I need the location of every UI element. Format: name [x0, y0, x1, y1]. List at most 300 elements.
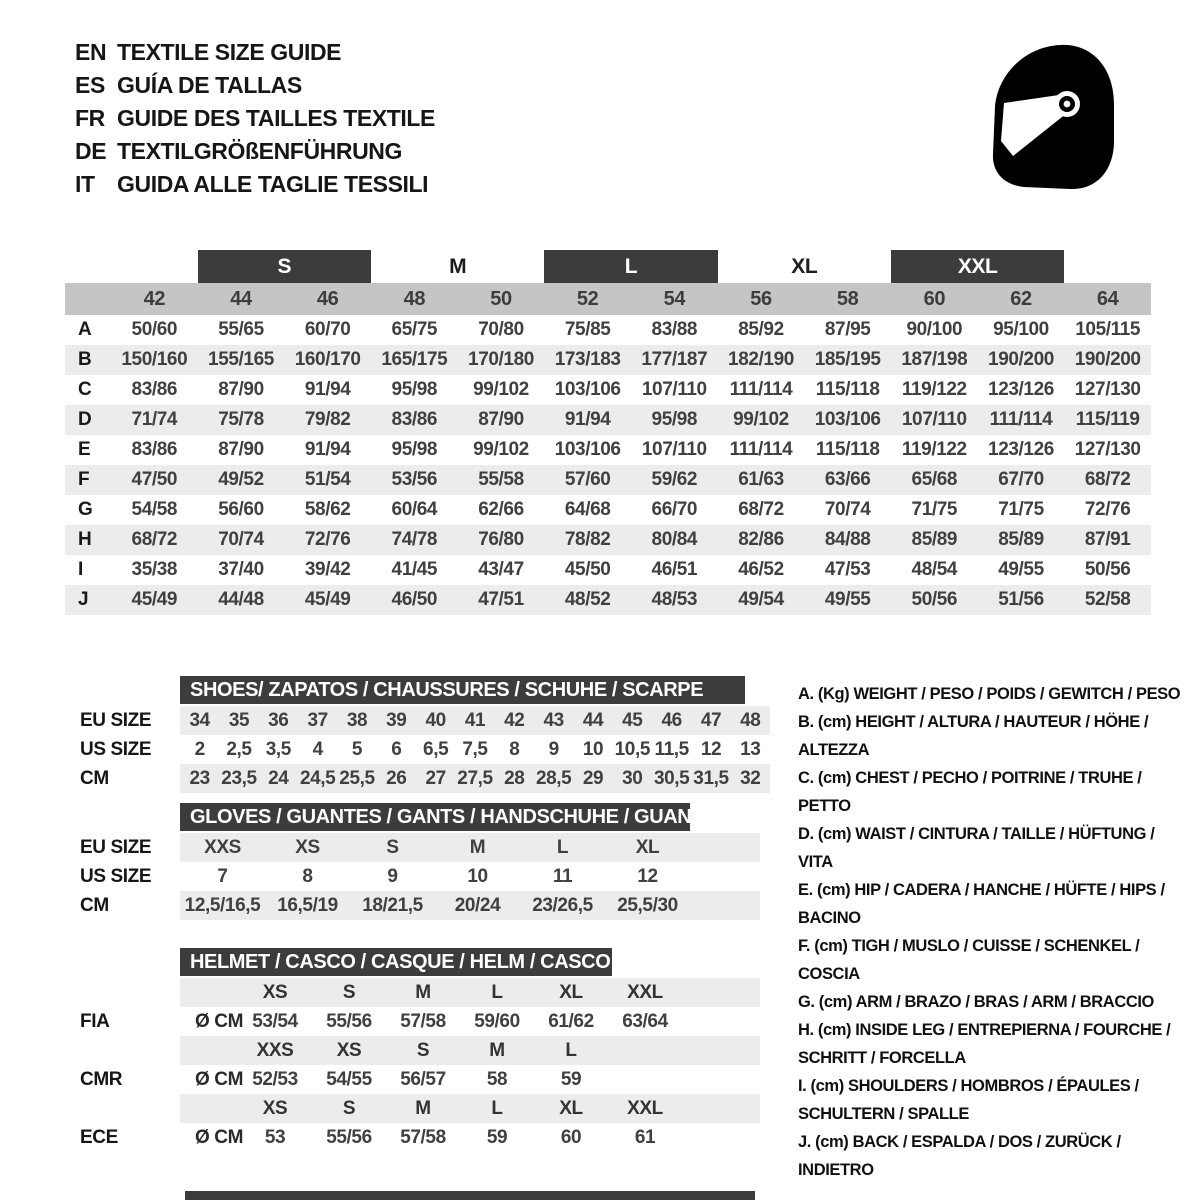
- row-cells: [111, 319, 1151, 341]
- shoes-size-value: 36: [268, 709, 289, 731]
- shoes-size-value: 43: [543, 709, 564, 731]
- helmet-size-label-row: [65, 978, 760, 1007]
- numeric-size-label: 46: [316, 287, 339, 310]
- shoes-size-value: 5: [351, 738, 363, 760]
- helmet-size-label: M: [415, 1097, 431, 1119]
- numeric-size-label: 44: [230, 287, 252, 310]
- legend-item: J. (cm) BACK / ESPALDA / DOS / ZURÜCK / INDIETRO: [798, 1133, 1121, 1179]
- measurement-value: 165/175: [381, 349, 448, 370]
- shoes-size-value: 8: [509, 738, 520, 760]
- measurement-value: 46/50: [391, 589, 438, 610]
- helmet-standard-label: FIA: [80, 1010, 110, 1032]
- shoes-table-header: [180, 676, 745, 704]
- measurement-value: 71/75: [998, 499, 1044, 520]
- language-title-block: [75, 36, 435, 201]
- helmet-value-cells: [180, 1065, 760, 1094]
- shoes-size-value: 23: [189, 767, 210, 789]
- shoes-size-value: 47: [700, 709, 722, 731]
- shoes-size-value: 29: [582, 767, 604, 789]
- measurement-row: [65, 525, 1151, 555]
- helmet-size-cells: [180, 1094, 760, 1123]
- corner-spacer: [65, 283, 111, 315]
- row-cells: [111, 409, 1151, 431]
- measurement-value: 119/122: [901, 439, 967, 460]
- measurement-value: 45/49: [304, 589, 351, 610]
- helmet-size-value: 63/64: [622, 1010, 668, 1032]
- legend-item: E. (cm) HIP / CADERA / HANCHE / HÜFTE / HIPS / BACINO: [798, 881, 1165, 927]
- measurement-value: 105/115: [1075, 319, 1141, 340]
- measurement-value: 66/70: [651, 499, 698, 520]
- measurement-value: 78/82: [564, 529, 611, 550]
- measurement-value: 71/74: [131, 409, 178, 430]
- shoes-row: [65, 706, 770, 735]
- helmet-size-label: XL: [559, 981, 583, 1003]
- language-row: [75, 102, 435, 135]
- measurement-value: 190/200: [988, 349, 1054, 370]
- measurement-value: 45/50: [564, 559, 611, 580]
- measurement-value: 79/82: [304, 409, 351, 430]
- shoes-size-value: 27: [425, 767, 446, 789]
- gloves-row: [65, 862, 760, 891]
- shoes-size-value: 42: [504, 709, 525, 731]
- gloves-size-value: 8: [302, 865, 313, 887]
- helmet-size-label: L: [565, 1039, 577, 1061]
- diameter-unit-label: Ø CM: [195, 1126, 244, 1148]
- gloves-size-value: 25,5/30: [617, 894, 678, 916]
- shoes-size-value: 30,5: [653, 767, 690, 789]
- gloves-size-value: 9: [387, 865, 398, 887]
- gloves-table-title: GLOVES / GUANTES / GANTS / HANDSCHUHE / GUANTI: [190, 805, 709, 828]
- measurement-value: 44/48: [218, 589, 264, 610]
- measurement-value: 49/55: [998, 559, 1044, 580]
- measurement-value: 55/65: [218, 319, 264, 340]
- measurement-value: 39/42: [304, 559, 351, 580]
- measurement-value: 48/53: [651, 589, 698, 610]
- language-row: [75, 69, 435, 102]
- guide-title: GUIDA ALLE TAGLIE TESSILI: [117, 171, 429, 197]
- gloves-size-value: M: [469, 836, 486, 858]
- measurement-row: [65, 495, 1151, 525]
- numeric-size-label: 60: [923, 287, 946, 310]
- shoes-size-value: 25,5: [339, 767, 375, 789]
- measurement-value: 43/47: [478, 559, 524, 580]
- measurement-value: 177/187: [641, 349, 708, 370]
- gloves-row-cells: [180, 891, 760, 920]
- measurement-value: 107/110: [641, 379, 707, 400]
- row-cells: [111, 589, 1151, 611]
- helmet-size-value: 59/60: [474, 1010, 520, 1032]
- measurement-value: 50/56: [1084, 559, 1131, 580]
- gloves-size-value: XS: [295, 836, 320, 858]
- measurement-value: 74/78: [391, 529, 438, 550]
- measurement-row: [65, 435, 1151, 465]
- measurement-value: 90/100: [906, 319, 963, 340]
- gloves-table-header: [180, 803, 709, 831]
- shoes-size-value: 26: [386, 767, 407, 789]
- measurement-value: 52/58: [1084, 589, 1131, 610]
- gloves-row-label: CM: [80, 894, 109, 916]
- measurement-value: 50/60: [131, 319, 178, 340]
- helmet-size-value: 57/58: [400, 1126, 446, 1148]
- numeric-size-label: 62: [1010, 287, 1032, 310]
- measurement-value: 115/119: [1075, 409, 1140, 430]
- measurement-value: 49/52: [218, 469, 264, 490]
- measurement-value: 84/88: [824, 529, 871, 550]
- shoes-size-value: 46: [661, 709, 682, 731]
- row-letter: J: [78, 589, 89, 610]
- gloves-size-value: L: [556, 836, 569, 858]
- shoes-size-value: 10,5: [614, 738, 651, 760]
- size-band-m: M: [449, 254, 467, 278]
- measurement-row: [65, 375, 1151, 405]
- gloves-row: [65, 833, 760, 862]
- language-row: [75, 135, 435, 168]
- measurement-value: 95/98: [391, 379, 438, 400]
- shoes-size-value: 28,5: [535, 767, 572, 789]
- measurement-value: 51/56: [998, 589, 1044, 610]
- helmet-size-label: XL: [559, 1097, 583, 1119]
- measurement-value: 83/86: [131, 379, 178, 400]
- measurement-value: 95/98: [651, 409, 698, 430]
- measurement-row: [65, 555, 1151, 585]
- shoes-size-value: 6: [391, 738, 402, 760]
- size-band-xxl: XXL: [891, 250, 1064, 283]
- helmet-size-value: 58: [486, 1068, 508, 1090]
- gloves-size-value: XL: [635, 836, 660, 858]
- gloves-row-label: US SIZE: [80, 865, 152, 887]
- helmet-value-cells: [180, 1007, 760, 1036]
- shoes-size-value: 7,5: [462, 738, 488, 760]
- helmet-value-cells: [180, 1123, 760, 1152]
- legend-item: B. (cm) HEIGHT / ALTURA / HAUTEUR / HÖHE / ALTEZZA: [798, 713, 1149, 759]
- shoes-size-value: 23,5: [221, 767, 257, 789]
- measurement-value: 115/118: [815, 379, 880, 400]
- gloves-size-value: XXS: [204, 836, 241, 858]
- measurement-value: 87/90: [218, 439, 264, 460]
- row-cells: [111, 469, 1151, 491]
- measurement-value: 68/72: [738, 499, 784, 520]
- language-code: DE: [75, 138, 107, 164]
- helmet-size-label: S: [416, 1039, 430, 1061]
- racing-helmet-icon: [982, 42, 1126, 192]
- measurement-value: 119/122: [901, 379, 967, 400]
- shoes-size-value: 48: [740, 709, 761, 731]
- shoes-size-value: 39: [386, 709, 407, 731]
- numeric-size-label: 64: [1096, 287, 1119, 310]
- helmet-size-cells: [180, 1036, 760, 1065]
- shoes-size-value: 24: [268, 767, 289, 789]
- helmet-size-label: XXL: [627, 1097, 663, 1119]
- legend-item: I. (cm) SHOULDERS / HOMBROS / ÉPAULES / SCHULTERN / SPALLE: [798, 1077, 1139, 1123]
- measurement-row: [65, 585, 1151, 615]
- row-cells: [111, 379, 1151, 401]
- row-cells: [111, 499, 1151, 521]
- measurement-value: 80/84: [651, 529, 698, 550]
- shoes-size-value: 44: [582, 709, 604, 731]
- numeric-size-label: 58: [836, 287, 859, 310]
- measurement-value: 63/66: [824, 469, 871, 490]
- measurement-value: 53/56: [391, 469, 438, 490]
- row-letter: A: [78, 319, 92, 340]
- measurement-value: 48/52: [564, 589, 611, 610]
- measurement-value: 115/118: [815, 439, 880, 460]
- shoes-size-value: 38: [346, 709, 368, 731]
- size-band-xl: XL: [791, 254, 818, 278]
- helmet-size-label-row: [65, 1036, 760, 1065]
- language-code: FR: [75, 105, 105, 131]
- helmet-size-value: 53/54: [252, 1010, 298, 1032]
- shoes-size-value: 10: [582, 738, 604, 760]
- language-code: IT: [75, 171, 95, 197]
- shoes-size-value: 37: [307, 709, 328, 731]
- shoes-table-body: [65, 706, 770, 793]
- shoes-size-value: 35: [228, 709, 250, 731]
- gloves-size-value: 10: [467, 865, 488, 887]
- language-code: EN: [75, 39, 107, 65]
- gloves-size-value: 11: [552, 865, 573, 887]
- guide-title: TEXTILGRÖßENFÜHRUNG: [117, 138, 402, 164]
- shoes-size-value: 34: [189, 709, 210, 731]
- measurement-value: 35/38: [131, 559, 178, 580]
- measurement-value: 190/200: [1074, 349, 1141, 370]
- numeric-size-label: 50: [490, 287, 512, 310]
- gloves-size-value: 12: [637, 865, 658, 887]
- helmet-table-title: HELMET / CASCO / CASQUE / HELM / CASCO: [190, 950, 611, 973]
- numeric-size-label: 42: [143, 287, 166, 310]
- row-cells: [111, 439, 1151, 461]
- measurement-value: 170/180: [468, 349, 534, 370]
- measurement-value: 173/183: [554, 349, 621, 370]
- helmet-size-label: XS: [262, 981, 288, 1003]
- measurement-value: 91/94: [304, 439, 351, 460]
- legend-item: D. (cm) WAIST / CINTURA / TAILLE / HÜFTUNG / VITA: [798, 825, 1155, 871]
- measurement-value: 46/51: [651, 559, 698, 580]
- measurement-value: 47/53: [824, 559, 871, 580]
- measurement-value: 76/80: [478, 529, 524, 550]
- measurement-value: 107/110: [641, 439, 707, 460]
- gloves-size-value: 20/24: [454, 894, 501, 916]
- measurement-value: 127/130: [1074, 379, 1141, 400]
- shoes-size-value: 12: [700, 738, 722, 760]
- measurement-value: 87/90: [218, 379, 264, 400]
- cropped-next-header-bar: [185, 1191, 755, 1200]
- helmet-standard-label: CMR: [80, 1068, 123, 1090]
- gloves-size-value: 16,5/19: [277, 894, 338, 916]
- measurement-rows: [65, 315, 1151, 615]
- helmet-size-label: L: [491, 1097, 503, 1119]
- shoes-row: [65, 735, 770, 764]
- measurement-value: 71/75: [911, 499, 958, 520]
- racing-helmet-svg: [982, 42, 1126, 192]
- measurement-value: 70/80: [478, 319, 524, 340]
- legend-item: G. (cm) ARM / BRAZO / BRAS / ARM / BRACCIO: [798, 993, 1154, 1011]
- measurement-row: [65, 465, 1151, 495]
- shoes-size-value: 13: [740, 738, 761, 760]
- shoes-size-value: 24,5: [299, 767, 336, 789]
- measurement-value: 99/102: [473, 439, 529, 460]
- guide-title: TEXTILE SIZE GUIDE: [117, 39, 342, 65]
- measurement-value: 187/198: [901, 349, 968, 370]
- measurement-value: 68/72: [1084, 469, 1131, 490]
- textile-size-table: [65, 250, 1151, 615]
- measurement-row: [65, 345, 1151, 375]
- measurement-value: 82/86: [738, 529, 784, 550]
- gloves-size-value: 12,5/16,5: [184, 894, 261, 916]
- helmet-size-label: S: [342, 981, 356, 1003]
- measurement-value: 49/55: [824, 589, 871, 610]
- row-letter: E: [78, 439, 91, 460]
- measurement-value: 65/75: [391, 319, 438, 340]
- shoes-row-cells: [180, 706, 770, 735]
- legend-item: F. (cm) TIGH / MUSLO / CUISSE / SCHENKEL / COSCIA: [798, 937, 1140, 983]
- shoes-size-value: 6,5: [423, 738, 449, 760]
- measurement-value: 83/86: [131, 439, 178, 460]
- size-band-row: [65, 250, 1151, 283]
- helmet-size-value: 61/62: [548, 1010, 594, 1032]
- shoes-size-value: 3,5: [265, 738, 291, 760]
- row-letter: I: [78, 559, 83, 580]
- measurement-value: 54/58: [131, 499, 178, 520]
- size-band-s: S: [198, 250, 371, 283]
- size-band-l: L: [544, 250, 717, 283]
- measurement-value: 103/106: [554, 379, 621, 400]
- numeric-size-label: 56: [750, 287, 772, 310]
- helmet-size-value: 59: [486, 1126, 508, 1148]
- shoes-table-title: SHOES/ ZAPATOS / CHAUSSURES / SCHUHE / SCARPE: [190, 678, 704, 701]
- helmet-size-value: 53: [264, 1126, 286, 1148]
- helmet-table-header: [180, 948, 612, 976]
- shoes-size-value: 30: [622, 767, 643, 789]
- row-cells: [111, 529, 1151, 551]
- helmet-size-label: XS: [262, 1097, 288, 1119]
- helmet-size-value: 57/58: [400, 1010, 446, 1032]
- helmet-size-value: 56/57: [400, 1068, 446, 1090]
- shoes-size-value: 32: [740, 767, 761, 789]
- measurement-value: 185/195: [814, 349, 881, 370]
- measurement-value: 87/91: [1084, 529, 1131, 550]
- row-cells: [111, 349, 1151, 371]
- legend-item: H. (cm) INSIDE LEG / ENTREPIERNA / FOURCHE / SCHRITT / FORCELLA: [798, 1021, 1171, 1067]
- measurement-value: 62/66: [478, 499, 524, 520]
- shoes-size-value: 40: [425, 709, 446, 731]
- measurement-value: 91/94: [564, 409, 611, 430]
- row-letter: F: [78, 469, 90, 490]
- shoes-size-value: 9: [548, 738, 559, 760]
- gloves-size-value: 7: [217, 865, 228, 887]
- gloves-row-cells: [180, 862, 760, 891]
- measurement-value: 68/72: [131, 529, 178, 550]
- measurement-value: 70/74: [218, 529, 264, 550]
- measurement-value: 37/40: [218, 559, 264, 580]
- gloves-size-table: [65, 803, 760, 920]
- measurement-value: 60/70: [304, 319, 351, 340]
- measurement-legend: [798, 680, 1192, 1184]
- measurement-value: 107/110: [901, 409, 967, 430]
- language-row: [75, 36, 435, 69]
- measurement-value: 61/63: [738, 469, 784, 490]
- shoes-size-value: 2,5: [226, 738, 252, 760]
- measurement-value: 99/102: [733, 409, 789, 430]
- measurement-value: 41/45: [391, 559, 438, 580]
- gloves-row-label: EU SIZE: [80, 836, 152, 858]
- numeric-size-label: 52: [576, 287, 599, 310]
- shoes-row-label: US SIZE: [80, 738, 152, 760]
- gloves-row: [65, 891, 760, 920]
- helmet-size-label: XXL: [627, 981, 663, 1003]
- measurement-value: 87/95: [824, 319, 871, 340]
- guide-title: GUÍA DE TALLAS: [117, 72, 302, 98]
- row-letter: G: [78, 499, 93, 520]
- measurement-value: 111/114: [989, 409, 1053, 430]
- gloves-row-cells: [180, 833, 760, 862]
- measurement-value: 55/58: [478, 469, 524, 490]
- measurement-value: 150/160: [121, 349, 188, 370]
- gloves-size-value: 18/21,5: [362, 894, 423, 916]
- helmet-size-label: S: [342, 1097, 356, 1119]
- language-code: ES: [75, 72, 105, 98]
- helmet-size-label: L: [491, 981, 503, 1003]
- measurement-value: 56/60: [218, 499, 264, 520]
- measurement-value: 111/114: [729, 379, 793, 400]
- measurement-value: 75/78: [218, 409, 264, 430]
- measurement-value: 111/114: [729, 439, 793, 460]
- shoes-size-value: 41: [464, 709, 486, 731]
- measurement-value: 83/88: [651, 319, 698, 340]
- helmet-size-value: 61: [634, 1126, 656, 1148]
- measurement-value: 127/130: [1074, 439, 1141, 460]
- helmet-size-value: 54/55: [326, 1068, 372, 1090]
- legend-item: A. (Kg) WEIGHT / PESO / POIDS / GEWITCH / PESO: [798, 685, 1181, 703]
- shoes-size-value: 11,5: [654, 738, 689, 760]
- measurement-value: 70/74: [824, 499, 871, 520]
- helmet-size-value: 60: [560, 1126, 582, 1148]
- measurement-value: 64/68: [564, 499, 611, 520]
- measurement-value: 103/106: [554, 439, 621, 460]
- shoes-row-label: EU SIZE: [80, 709, 152, 731]
- helmet-size-label: M: [489, 1039, 505, 1061]
- helmet-standard-label: ECE: [80, 1126, 118, 1148]
- measurement-value: 47/51: [478, 589, 524, 610]
- shoes-size-value: 31,5: [693, 767, 729, 789]
- helmet-size-cells: [180, 978, 760, 1007]
- helmet-size-label-row: [65, 1094, 760, 1123]
- measurement-value: 45/49: [131, 589, 178, 610]
- gloves-size-value: 23/26,5: [532, 894, 593, 916]
- measurement-value: 85/89: [911, 529, 958, 550]
- guide-title: GUIDE DES TAILLES TEXTILE: [117, 105, 435, 131]
- measurement-value: 48/54: [911, 559, 958, 580]
- measurement-value: 46/52: [738, 559, 784, 580]
- measurement-value: 95/100: [993, 319, 1049, 340]
- row-cells: [111, 559, 1151, 581]
- diameter-unit-label: Ø CM: [195, 1068, 244, 1090]
- measurement-value: 75/85: [564, 319, 611, 340]
- row-letter: B: [78, 349, 92, 370]
- diameter-unit-label: Ø CM: [195, 1010, 244, 1032]
- measurement-value: 57/60: [564, 469, 611, 490]
- helmet-value-row: [65, 1123, 760, 1152]
- measurement-value: 160/170: [294, 349, 361, 370]
- measurement-value: 95/98: [391, 439, 438, 460]
- shoes-size-value: 27,5: [457, 767, 493, 789]
- helmet-size-value: 59: [560, 1068, 582, 1090]
- legend-item: C. (cm) CHEST / PECHO / POITRINE / TRUHE / PETTO: [798, 769, 1142, 815]
- measurement-value: 182/190: [728, 349, 794, 370]
- row-letter: D: [78, 409, 92, 430]
- measurement-value: 65/68: [911, 469, 958, 490]
- language-row: [75, 168, 435, 201]
- measurement-value: 49/54: [738, 589, 784, 610]
